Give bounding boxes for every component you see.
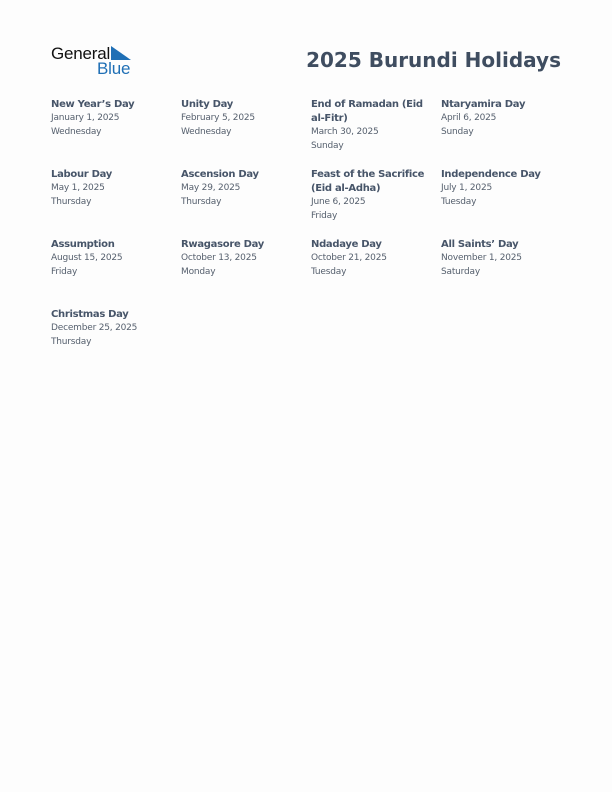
holiday-item bbox=[181, 238, 305, 279]
holiday-date: October 13, 2025 bbox=[181, 253, 257, 263]
holiday-name: Feast of the Sacrifice (Eid al-Adha) bbox=[311, 169, 425, 194]
holiday-date: October 21, 2025 bbox=[311, 253, 387, 263]
generalblue-logo bbox=[51, 44, 133, 78]
holiday-weekday: Thursday bbox=[181, 196, 222, 207]
logo-flag-icon bbox=[111, 46, 131, 60]
holiday-name: Unity Day bbox=[181, 99, 234, 110]
holiday-date: February 5, 2025 bbox=[181, 113, 255, 123]
holiday-date: January 1, 2025 bbox=[51, 113, 120, 123]
holiday-item bbox=[311, 238, 435, 279]
holiday-name: Assumption bbox=[51, 239, 115, 250]
holiday-name: Ascension Day bbox=[181, 169, 259, 180]
holiday-date: November 1, 2025 bbox=[441, 253, 522, 263]
holiday-weekday: Tuesday bbox=[311, 266, 347, 277]
holiday-weekday: Friday bbox=[311, 210, 338, 221]
holiday-name: Ndadaye Day bbox=[311, 239, 382, 250]
holiday-weekday: Sunday bbox=[311, 140, 344, 151]
holiday-item bbox=[51, 308, 175, 349]
holiday-item bbox=[181, 168, 305, 209]
holiday-item bbox=[51, 98, 175, 139]
holiday-name: Rwagasore Day bbox=[181, 239, 264, 250]
holiday-item bbox=[51, 168, 175, 209]
holiday-name: Labour Day bbox=[51, 169, 112, 180]
holiday-name: Christmas Day bbox=[51, 309, 129, 320]
holiday-date: July 1, 2025 bbox=[441, 183, 492, 193]
holiday-weekday: Thursday bbox=[51, 336, 92, 347]
holiday-item bbox=[441, 168, 565, 209]
holiday-name: Independence Day bbox=[441, 169, 541, 180]
holiday-weekday: Thursday bbox=[51, 196, 92, 207]
holiday-name: Ntaryamira Day bbox=[441, 99, 526, 110]
holiday-weekday: Monday bbox=[181, 266, 216, 277]
holiday-date: December 25, 2025 bbox=[51, 323, 138, 333]
holiday-weekday: Saturday bbox=[441, 266, 480, 277]
holiday-item bbox=[441, 238, 565, 279]
page-title: 2025 Burundi Holidays bbox=[306, 48, 561, 72]
holiday-date: June 6, 2025 bbox=[311, 197, 366, 207]
holiday-weekday: Sunday bbox=[441, 126, 474, 137]
holiday-date: May 1, 2025 bbox=[51, 183, 105, 193]
holiday-weekday: Friday bbox=[51, 266, 78, 277]
logo-word-general: General bbox=[51, 44, 111, 63]
logo-word-blue: Blue bbox=[97, 59, 131, 78]
holiday-item bbox=[311, 98, 435, 153]
holiday-item bbox=[441, 98, 565, 139]
holiday-date: March 30, 2025 bbox=[311, 127, 379, 137]
holiday-name: All Saints’ Day bbox=[441, 239, 519, 250]
holiday-name: New Year’s Day bbox=[51, 99, 135, 110]
holiday-item bbox=[51, 238, 175, 279]
holiday-name: End of Ramadan (Eid al-Fitr) bbox=[311, 99, 423, 124]
holiday-date: August 15, 2025 bbox=[51, 253, 123, 263]
holiday-weekday: Wednesday bbox=[181, 126, 232, 137]
holiday-weekday: Tuesday bbox=[441, 196, 477, 207]
holiday-date: April 6, 2025 bbox=[441, 113, 497, 123]
holiday-item bbox=[181, 98, 305, 139]
holiday-item bbox=[311, 168, 435, 223]
holiday-date: May 29, 2025 bbox=[181, 183, 241, 193]
holiday-weekday: Wednesday bbox=[51, 126, 102, 137]
